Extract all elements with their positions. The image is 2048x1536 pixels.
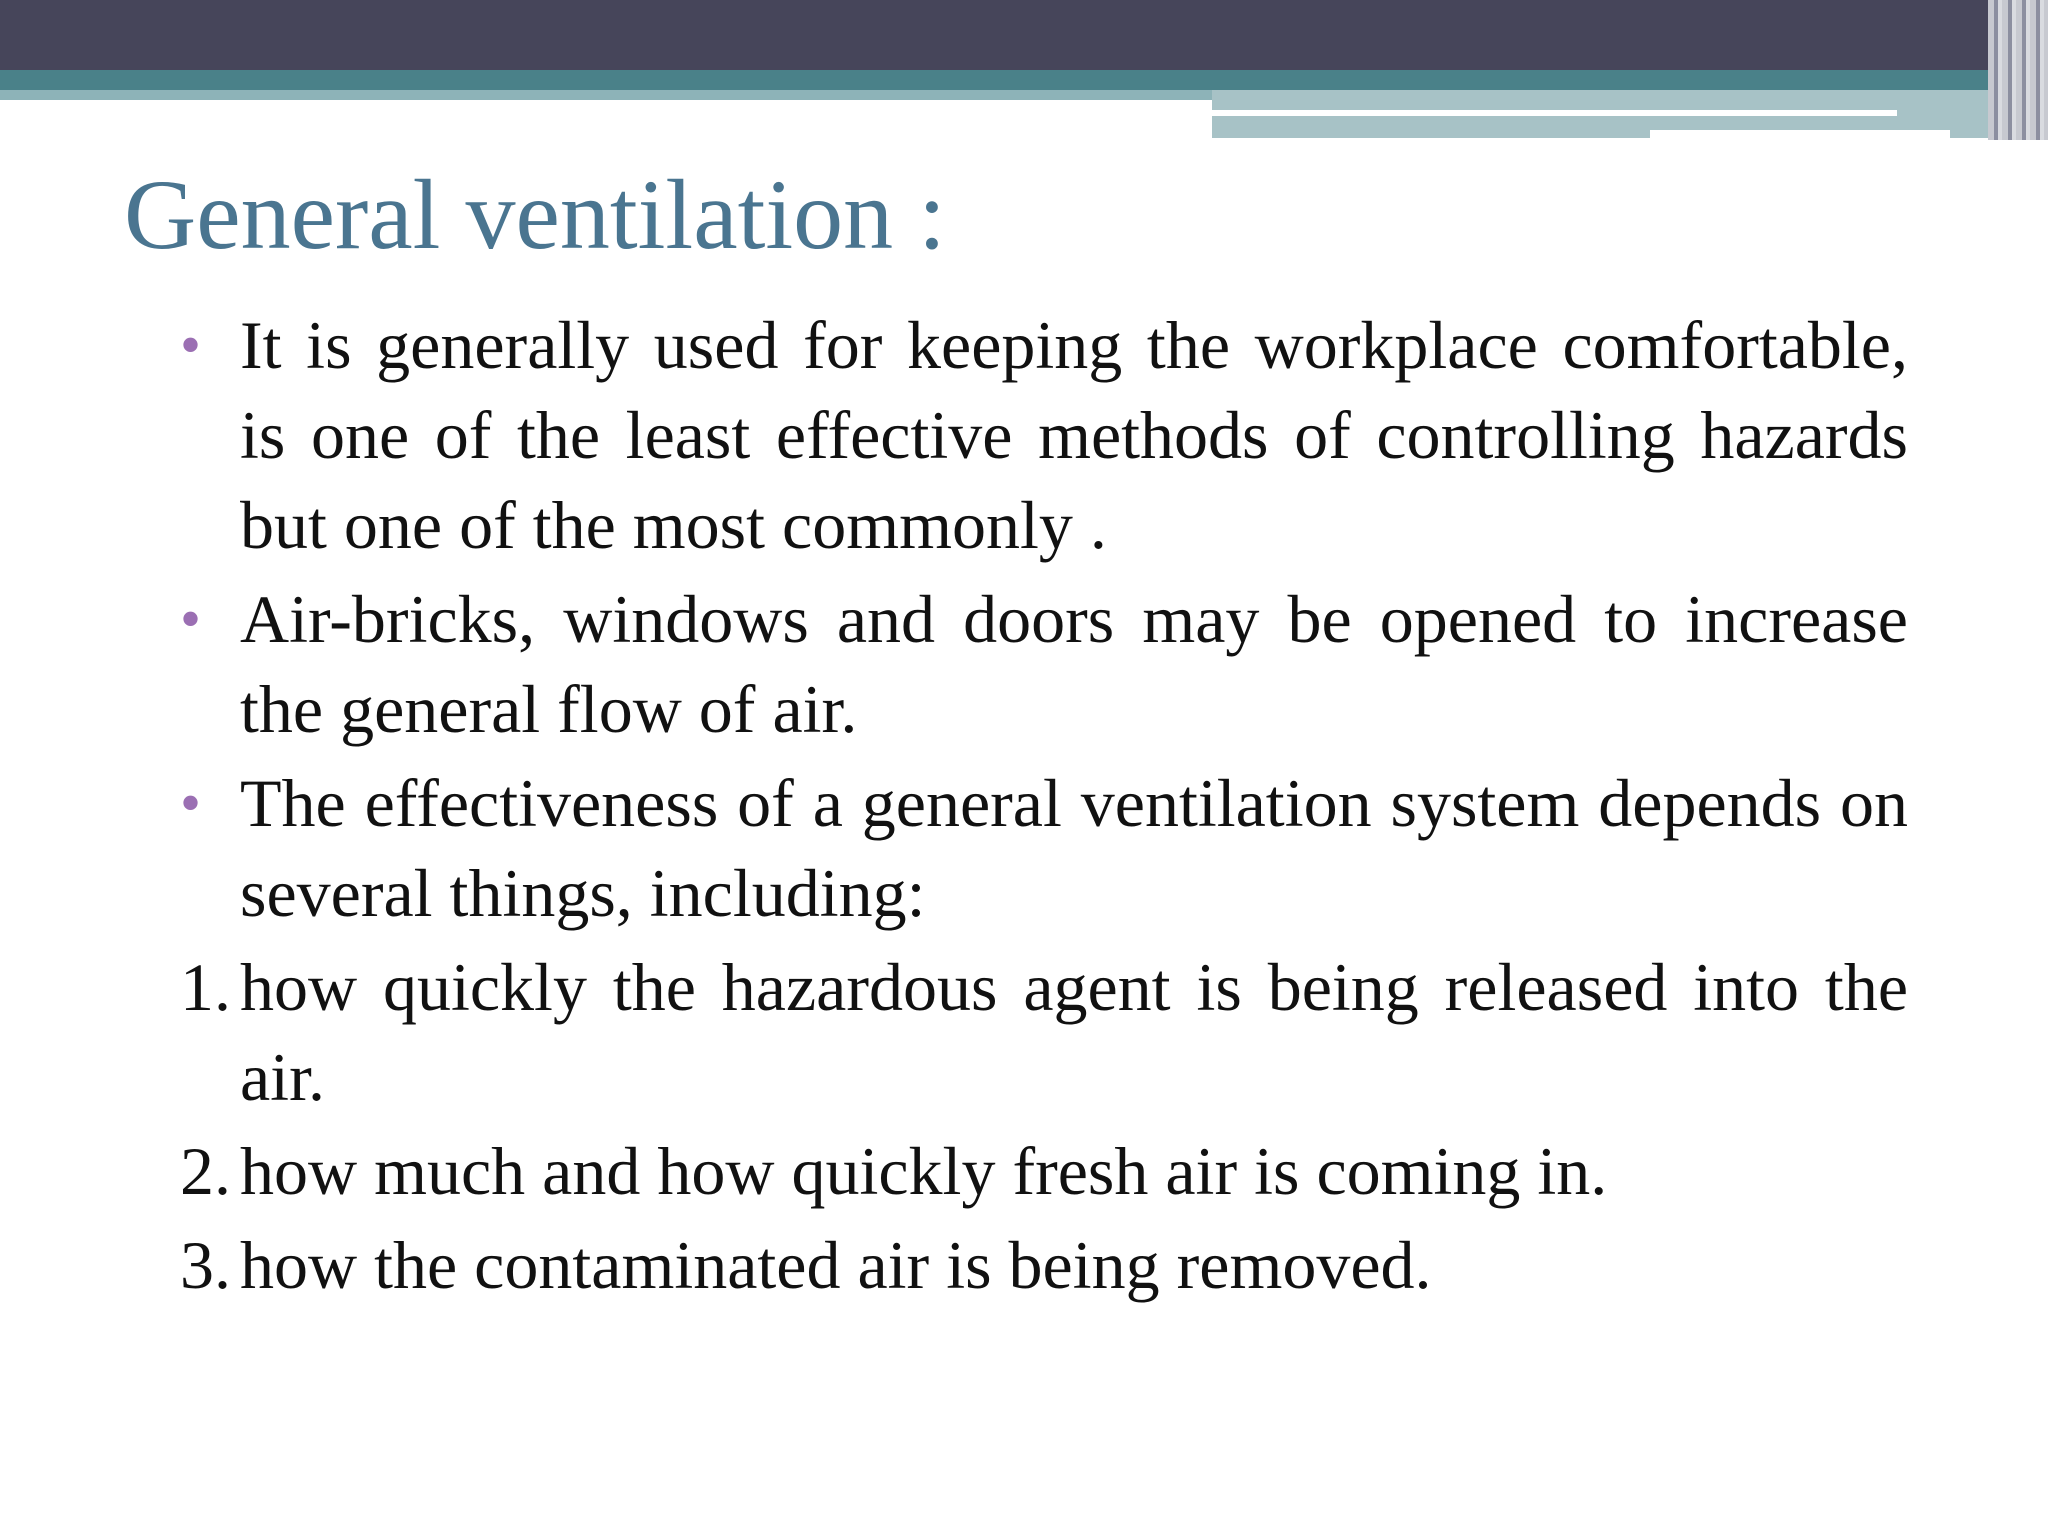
numbered-item-1 — [180, 942, 1908, 1122]
list-number: 1. — [180, 949, 231, 1025]
slide-title: General ventilation : — [124, 159, 946, 270]
bullet-text: Air-bricks, windows and doors may be opened to increase the general flow of air. — [240, 581, 1908, 747]
bullet-item-2 — [180, 574, 1908, 754]
header-band-teal — [0, 70, 2048, 90]
numbered-text: how the contaminated air is being removed. — [240, 1227, 1432, 1303]
header-edge-stripes — [1988, 0, 2048, 140]
bullet-text: It is generally used for keeping the workplace comfortable, is one of the least effective methods of controlling hazards but one of the most commonly . — [240, 307, 1908, 563]
bullet-item-1 — [180, 300, 1908, 570]
numbered-item-3 — [180, 1220, 1908, 1310]
list-number: 2. — [180, 1133, 231, 1209]
header-band-white-line-secondary — [1650, 130, 1950, 138]
bullet-item-3 — [180, 758, 1908, 938]
bullet-dot-icon: • — [180, 586, 202, 652]
numbered-text: how quickly the hazardous agent is being released into the air. — [240, 949, 1908, 1115]
bullet-dot-icon: • — [180, 312, 202, 378]
list-number: 3. — [180, 1227, 231, 1303]
header-band-dark — [0, 0, 2048, 70]
slide-body — [180, 300, 1908, 1314]
numbered-item-2 — [180, 1126, 1908, 1216]
bullet-dot-icon: • — [180, 770, 202, 836]
numbered-text: how much and how quickly fresh air is coming in. — [240, 1133, 1608, 1209]
header-band-teal-light — [0, 90, 1212, 100]
bullet-text: The effectiveness of a general ventilation system depends on several things, including: — [240, 765, 1908, 931]
header-band-white-line — [1212, 110, 1897, 116]
